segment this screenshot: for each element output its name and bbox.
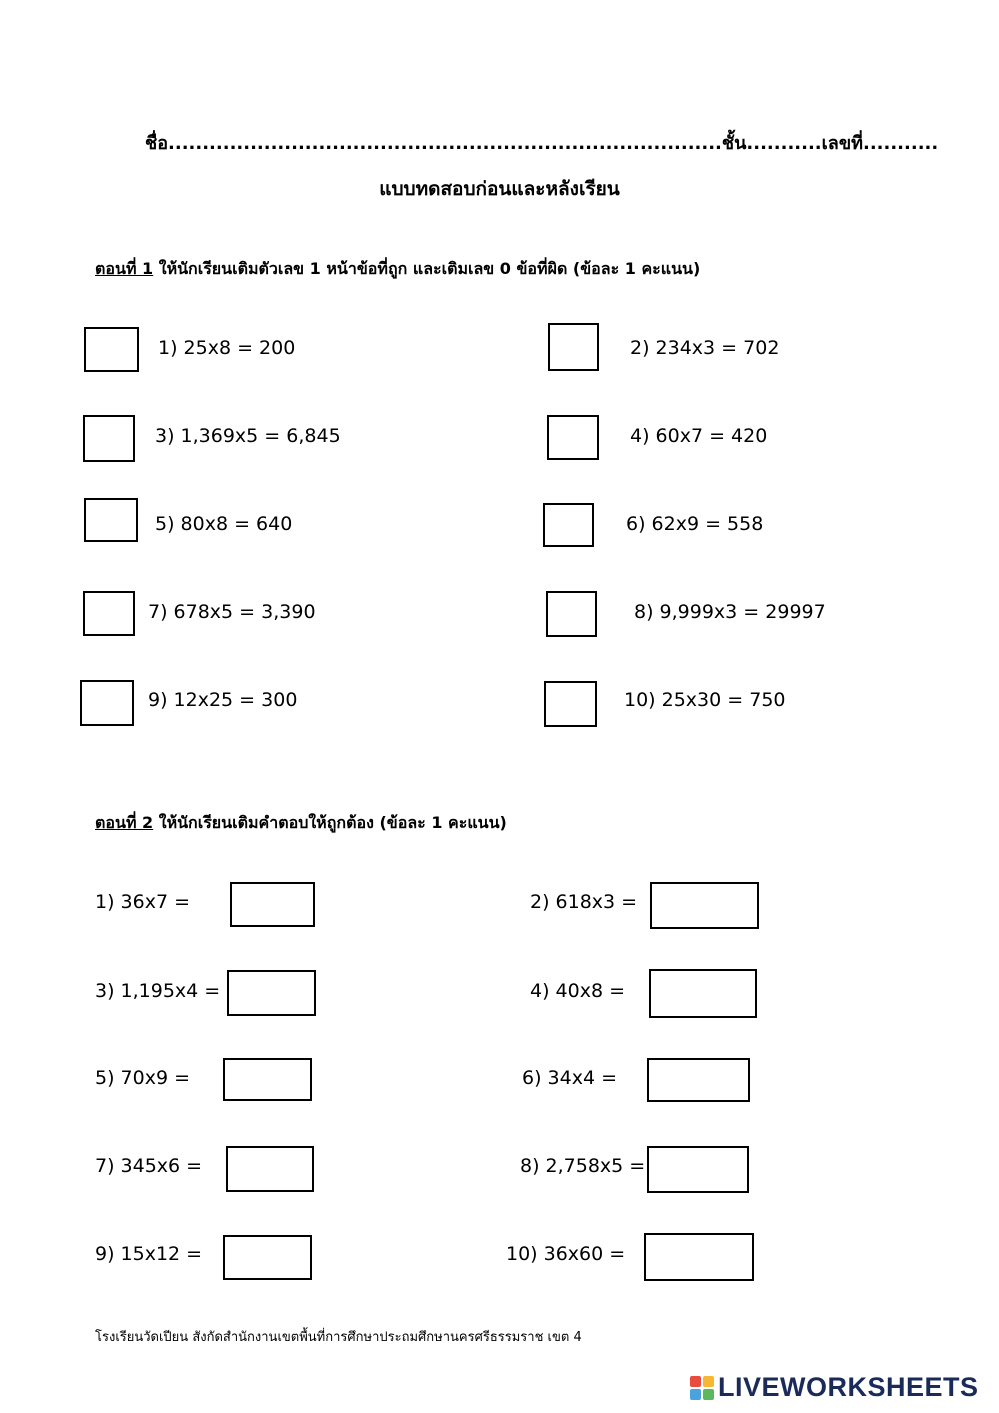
brand-text: LIVEWORKSHEETS — [718, 1372, 979, 1402]
part1-answer-box-9[interactable] — [80, 680, 134, 726]
part1-answer-box-6[interactable] — [543, 503, 594, 547]
part1-item-9: 9) 12x25 = 300 — [148, 689, 298, 711]
part1-label: ตอนที่ 1 — [95, 259, 154, 278]
part1-instruction: ให้นักเรียนเติมตัวเลข 1 หน้าข้อที่ถูก และเติมเลข 0 ข้อที่ผิด (ข้อละ 1 คะแนน) — [153, 259, 701, 278]
part1-answer-box-1[interactable] — [84, 327, 139, 372]
liveworksheets-logo-icon — [690, 1376, 714, 1400]
part1-item-6: 6) 62x9 = 558 — [626, 513, 764, 535]
part2-item-10: 10) 36x60 = — [506, 1243, 626, 1265]
page-title: แบบทดสอบก่อนและหลังเรียน — [379, 178, 620, 200]
part1-item-10: 10) 25x30 = 750 — [624, 689, 786, 711]
part2-item-5: 5) 70x9 = — [95, 1067, 191, 1089]
part1-answer-box-4[interactable] — [547, 415, 599, 460]
part1-answer-box-7[interactable] — [83, 591, 135, 636]
part2-item-6: 6) 34x4 = — [522, 1067, 618, 1089]
part2-answer-box-10[interactable] — [644, 1233, 754, 1281]
part2-answer-box-3[interactable] — [227, 970, 316, 1016]
part1-item-4: 4) 60x7 = 420 — [630, 425, 768, 447]
part1-item-3: 3) 1,369x5 = 6,845 — [155, 425, 341, 447]
part2-answer-box-1[interactable] — [230, 882, 315, 927]
part1-answer-box-10[interactable] — [544, 681, 597, 727]
part1-item-2: 2) 234x3 = 702 — [630, 337, 780, 359]
part1-item-8: 8) 9,999x3 = 29997 — [634, 601, 826, 623]
part1-heading — [95, 257, 700, 282]
part2-item-2: 2) 618x3 = — [530, 891, 638, 913]
school-footer: โรงเรียนวัดเปียน สังกัดสำนักงานเขตพื้นที่การศึกษาประถมศึกษานครศรีธรรมราช เขต 4 — [95, 1330, 582, 1345]
part2-item-4: 4) 40x8 = — [530, 980, 626, 1002]
part2-answer-box-8[interactable] — [647, 1146, 749, 1193]
part1-answer-box-8[interactable] — [546, 591, 597, 637]
part2-item-3: 3) 1,195x4 = — [95, 980, 221, 1002]
part1-item-7: 7) 678x5 = 3,390 — [148, 601, 316, 623]
part2-item-9: 9) 15x12 = — [95, 1243, 203, 1265]
part1-item-1: 1) 25x8 = 200 — [158, 337, 296, 359]
student-info-line: ชื่อ.................................................................................ชั้น...........เลขที่........... — [145, 133, 939, 154]
part1-answer-box-5[interactable] — [84, 498, 138, 542]
part2-item-1: 1) 36x7 = — [95, 891, 191, 913]
part2-answer-box-9[interactable] — [223, 1235, 312, 1280]
part2-instruction: ให้นักเรียนเติมคำตอบให้ถูกต้อง (ข้อละ 1 คะแนน) — [153, 813, 507, 832]
part2-heading — [95, 811, 507, 836]
part2-answer-box-7[interactable] — [226, 1146, 314, 1192]
part2-label: ตอนที่ 2 — [95, 813, 154, 832]
part2-answer-box-6[interactable] — [647, 1058, 750, 1102]
part1-answer-box-3[interactable] — [83, 415, 135, 462]
part2-item-7: 7) 345x6 = — [95, 1155, 203, 1177]
part1-item-5: 5) 80x8 = 640 — [155, 513, 293, 535]
part2-answer-box-4[interactable] — [649, 969, 757, 1018]
part2-item-8: 8) 2,758x5 = — [520, 1155, 646, 1177]
part1-answer-box-2[interactable] — [548, 323, 599, 371]
liveworksheets-brand[interactable] — [690, 1372, 979, 1403]
part2-answer-box-2[interactable] — [650, 882, 759, 929]
part2-answer-box-5[interactable] — [223, 1058, 312, 1101]
